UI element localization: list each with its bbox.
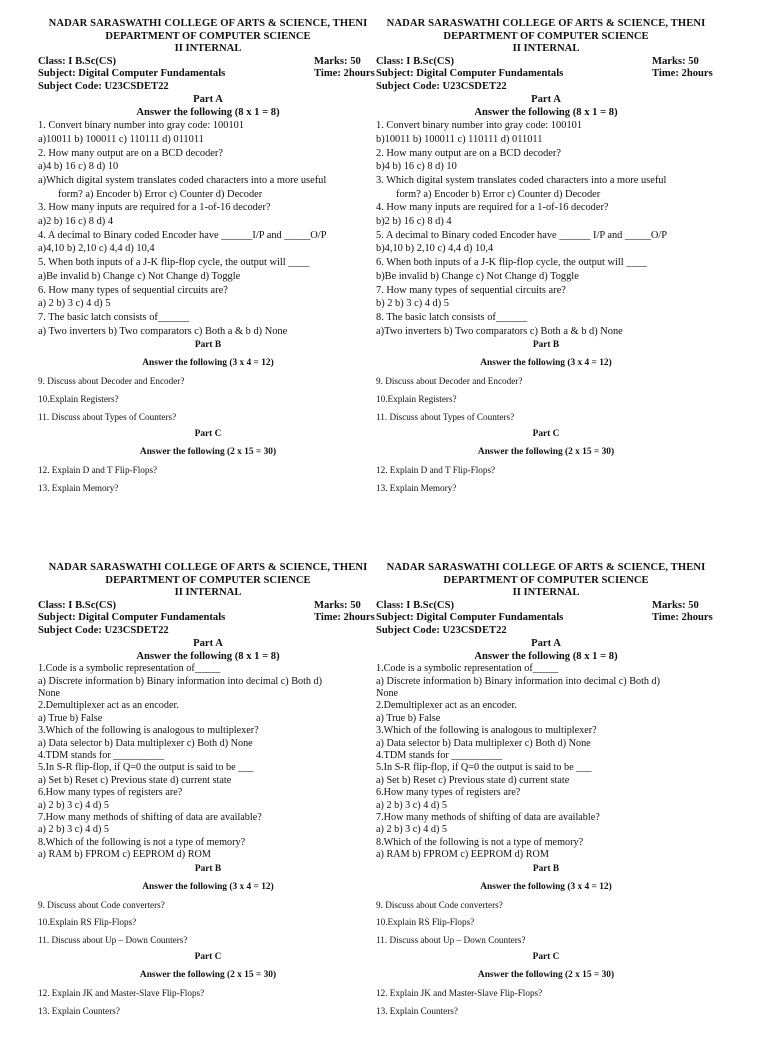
part-a-questions [38, 119, 378, 338]
question-options: a)4 b) 16 c) 8 d) 10 [38, 161, 119, 173]
part-a-instruction: Answer the following (8 x 1 = 8) [474, 107, 618, 119]
paper-meta [38, 56, 378, 94]
class-label: Class: I B.Sc(CS) [38, 599, 116, 611]
part-a-title: Part A [531, 93, 561, 105]
question-text: 4. How many inputs are required for a 1-of-16 decoder? [376, 202, 609, 214]
question-text: 2.Demultiplexer act as an encoder. [38, 700, 179, 712]
department-name: DEPARTMENT OF COMPUTER SCIENCE [105, 574, 311, 586]
question-text: 1.Code is a symbolic representation of_____ [38, 663, 221, 675]
question-text: 2.Demultiplexer act as an encoder. [376, 700, 517, 712]
part-b-title: Part B [532, 340, 560, 351]
part-c-instruction: Answer the following (2 x 15 = 30) [139, 447, 277, 458]
college-name: NADAR SARASWATHI COLLEGE OF ARTS & SCIENCE, THENI [48, 562, 368, 573]
question-text: 8. The basic latch consists of______ [376, 312, 528, 323]
question-text: 4. A decimal to Binary coded Encoder have ______I/P and _____O/P [38, 229, 327, 241]
long-question: 9. Discuss about Decoder and Encoder? [376, 376, 523, 387]
long-question: 9. Discuss about Decoder and Encoder? [38, 376, 185, 387]
question-text: 4.TDM stands for __________ [38, 750, 165, 761]
question-text: 1. Convert binary number into gray code: 100101 [376, 120, 583, 132]
college-name: NADAR SARASWATHI COLLEGE OF ARTS & SCIENCE, THENI [386, 18, 706, 29]
exam-name: II INTERNAL [512, 587, 580, 599]
long-question: 13. Explain Counters? [376, 1006, 458, 1017]
subject-label: Subject: Digital Computer Fundamentals [376, 68, 564, 80]
question-options: b)10011 b) 100011 c) 110111 d) 011011 [376, 133, 543, 145]
question-text: 7. How many types of sequential circuits are? [376, 284, 566, 296]
question-text: 3. How many inputs are required for a 1-of-16 decoder? [38, 202, 271, 214]
question-text: 7.How many methods of shifting of data are available? [38, 812, 262, 824]
part-a-instruction: Answer the following (8 x 1 = 8) [136, 107, 280, 119]
college-name: NADAR SARASWATHI COLLEGE OF ARTS & SCIENCE, THENI [386, 562, 706, 573]
question-options: a) Set b) Reset c) Previous state d) current state [376, 774, 570, 786]
long-question: 10.Explain Registers? [376, 394, 457, 404]
subject-label: Subject: Digital Computer Fundamentals [38, 612, 226, 624]
subject-code-label: Subject Code: U23CSDET22 [38, 80, 169, 92]
long-question: 9. Discuss about Code converters? [376, 899, 503, 910]
question-paper-set2-right [376, 562, 716, 1062]
part-a-questions [38, 663, 378, 862]
question-paper-set1-right [376, 18, 716, 518]
question-paper-set1-left [38, 18, 378, 518]
question-text: 1. Convert binary number into gray code: 100101 [38, 120, 245, 132]
marks-label: Marks: 50 [652, 55, 699, 67]
long-question: 11. Discuss about Up – Down Counters? [376, 934, 526, 945]
part-b-instruction: Answer the following (3 x 4 = 12) [142, 358, 274, 369]
exam-name: II INTERNAL [174, 43, 242, 55]
question-options: a) RAM b) FPROM c) EEPROM d) ROM [376, 849, 549, 861]
paper-header [376, 18, 716, 56]
question-options: a) 2 b) 3 c) 4 d) 5 [376, 799, 448, 811]
question-options: a) Data selector b) Data multiplexer c) Both d) None [38, 737, 253, 749]
question-options: None [376, 687, 399, 699]
long-question: 11. Discuss about Up – Down Counters? [38, 934, 188, 945]
question-text: 3. Which digital system translates coded characters into a more useful [376, 174, 667, 186]
question-text: 2. How many output are on a BCD decoder? [376, 147, 561, 159]
part-a-title: Part A [531, 637, 561, 649]
paper-header [38, 562, 378, 600]
question-text: 2. How many output are on a BCD decoder? [38, 147, 223, 159]
long-question: 12. Explain JK and Master-Slave Flip-Flops? [376, 988, 543, 999]
long-question: 11. Discuss about Types of Counters? [38, 411, 177, 422]
time-label: Time: 2hours [314, 612, 375, 624]
department-name: DEPARTMENT OF COMPUTER SCIENCE [443, 30, 649, 42]
paper-meta [38, 600, 378, 638]
part-b-title: Part B [532, 863, 560, 874]
part-a-instruction: Answer the following (8 x 1 = 8) [136, 651, 280, 663]
question-options: a) 2 b) 3 c) 4 d) 5 [376, 824, 448, 836]
question-options: a)2 b) 16 c) 8 d) 4 [38, 216, 114, 228]
long-question: 12. Explain D and T Flip-Flops? [38, 465, 158, 476]
part-c-title: Part C [194, 952, 222, 963]
long-question: 10.Explain RS Flip-Flops? [38, 917, 137, 928]
question-text: a)Which digital system translates coded characters into a more useful [38, 174, 327, 186]
question-text: 5. A decimal to Binary coded Encoder have ______ I/P and _____O/P [376, 229, 668, 241]
subject-code-label: Subject Code: U23CSDET22 [376, 80, 507, 92]
question-paper-set2-left [38, 562, 378, 1062]
part-a-instruction: Answer the following (8 x 1 = 8) [474, 651, 618, 663]
marks-label: Marks: 50 [652, 599, 699, 611]
time-label: Time: 2hours [652, 68, 713, 80]
question-options: a) 2 b) 3 c) 4 d) 5 [38, 824, 110, 836]
question-options: b)Be invalid b) Change c) Not Change d) Toggle [376, 270, 579, 282]
question-options: b)4,10 b) 2,10 c) 4,4 d) 10,4 [376, 243, 494, 255]
question-text: 5. When both inputs of a J-K flip-flop cycle, the output will ____ [38, 257, 310, 269]
question-options: b) 2 b) 3 c) 4 d) 5 [376, 298, 450, 310]
part-a-title: Part A [193, 637, 223, 649]
part-c-instruction: Answer the following (2 x 15 = 30) [139, 970, 277, 981]
question-text: 7. The basic latch consists of______ [38, 312, 190, 323]
class-label: Class: I B.Sc(CS) [38, 55, 116, 67]
subject-label: Subject: Digital Computer Fundamentals [376, 612, 564, 624]
part-c-title: Part C [532, 952, 560, 963]
question-options: a) Two inverters b) Two comparators c) Both a & b d) None [38, 325, 288, 337]
question-text: 4.TDM stands for __________ [376, 750, 503, 761]
question-options: None [38, 687, 61, 699]
part-b-instruction: Answer the following (3 x 4 = 12) [480, 881, 612, 892]
question-text: 6.How many types of registers are? [376, 787, 521, 799]
long-question: 10.Explain RS Flip-Flops? [376, 917, 475, 928]
question-options: a) Set b) Reset c) Previous state d) current state [38, 774, 232, 786]
question-text: 3.Which of the following is analogous to multiplexer? [38, 725, 259, 737]
question-text: 5.In S-R flip-flop, if Q=0 the output is said to be ___ [376, 762, 592, 774]
question-options: a) Data selector b) Data multiplexer c) Both d) None [376, 737, 591, 749]
part-b-title: Part B [194, 340, 222, 351]
question-text: 6. When both inputs of a J-K flip-flop cycle, the output will ____ [376, 257, 648, 269]
time-label: Time: 2hours [314, 68, 375, 80]
subject-code-label: Subject Code: U23CSDET22 [38, 624, 169, 636]
time-label: Time: 2hours [652, 612, 713, 624]
part-a-title: Part A [193, 93, 223, 105]
part-b-instruction: Answer the following (3 x 4 = 12) [142, 881, 274, 892]
question-options: a)Be invalid b) Change c) Not Change d) Toggle [38, 270, 241, 282]
question-options: a) Discrete information b) Binary information into decimal c) Both d) [376, 675, 661, 687]
question-text: 5.In S-R flip-flop, if Q=0 the output is said to be ___ [38, 762, 254, 774]
question-options: a)Two inverters b) Two comparators c) Both a & b d) None [376, 325, 623, 337]
long-question: 9. Discuss about Code converters? [38, 899, 165, 910]
long-question: 12. Explain D and T Flip-Flops? [376, 465, 496, 476]
class-label: Class: I B.Sc(CS) [376, 55, 454, 67]
question-options: a) 2 b) 3 c) 4 d) 5 [38, 298, 111, 310]
question-options: a) True b) False [376, 712, 441, 724]
question-options: a)4,10 b) 2,10 c) 4,4 d) 10,4 [38, 243, 155, 255]
question-options: a) 2 b) 3 c) 4 d) 5 [38, 799, 110, 811]
question-options: b)2 b) 16 c) 8 d) 4 [376, 216, 452, 228]
marks-label: Marks: 50 [314, 55, 361, 67]
question-text: 8.Which of the following is not a type of memory? [376, 836, 584, 848]
question-options: a) RAM b) FPROM c) EEPROM d) ROM [38, 849, 211, 861]
part-a-questions [376, 663, 716, 862]
class-label: Class: I B.Sc(CS) [376, 599, 454, 611]
long-question: 10.Explain Registers? [38, 394, 119, 404]
part-a-questions [376, 119, 716, 338]
question-options: a) True b) False [38, 712, 103, 724]
question-options: form? a) Encoder b) Error c) Counter d) Decoder [58, 188, 263, 200]
long-question: 13. Explain Memory? [376, 482, 457, 493]
question-options: a) Discrete information b) Binary information into decimal c) Both d) [38, 675, 323, 687]
exam-name: II INTERNAL [512, 43, 580, 55]
exam-name: II INTERNAL [174, 587, 242, 599]
question-text: 3.Which of the following is analogous to multiplexer? [376, 725, 597, 737]
question-text: 7.How many methods of shifting of data are available? [376, 812, 600, 824]
part-c-instruction: Answer the following (2 x 15 = 30) [477, 447, 615, 458]
part-c-instruction: Answer the following (2 x 15 = 30) [477, 970, 615, 981]
subject-label: Subject: Digital Computer Fundamentals [38, 68, 226, 80]
long-question: 12. Explain JK and Master-Slave Flip-Flops? [38, 988, 205, 999]
question-options: form? a) Encoder b) Error c) Counter d) Decoder [396, 188, 601, 200]
department-name: DEPARTMENT OF COMPUTER SCIENCE [443, 574, 649, 586]
department-name: DEPARTMENT OF COMPUTER SCIENCE [105, 30, 311, 42]
part-c-title: Part C [194, 429, 222, 440]
college-name: NADAR SARASWATHI COLLEGE OF ARTS & SCIENCE, THENI [48, 18, 368, 29]
paper-meta [376, 600, 716, 638]
paper-header [376, 562, 716, 600]
paper-meta [376, 56, 716, 94]
subject-code-label: Subject Code: U23CSDET22 [376, 624, 507, 636]
question-text: 1.Code is a symbolic representation of_____ [376, 663, 559, 675]
part-b-instruction: Answer the following (3 x 4 = 12) [480, 358, 612, 369]
marks-label: Marks: 50 [314, 599, 361, 611]
part-b-title: Part B [194, 863, 222, 874]
question-text: 6.How many types of registers are? [38, 787, 183, 799]
paper-header [38, 18, 378, 56]
question-text: 6. How many types of sequential circuits are? [38, 284, 228, 296]
long-question: 13. Explain Counters? [38, 1006, 120, 1017]
part-c-title: Part C [532, 429, 560, 440]
question-options: a)10011 b) 100011 c) 110111 d) 011011 [38, 133, 204, 145]
long-question: 11. Discuss about Types of Counters? [376, 411, 515, 422]
question-options: b)4 b) 16 c) 8 d) 10 [376, 161, 457, 173]
long-question: 13. Explain Memory? [38, 482, 119, 493]
question-text: 8.Which of the following is not a type of memory? [38, 836, 246, 848]
